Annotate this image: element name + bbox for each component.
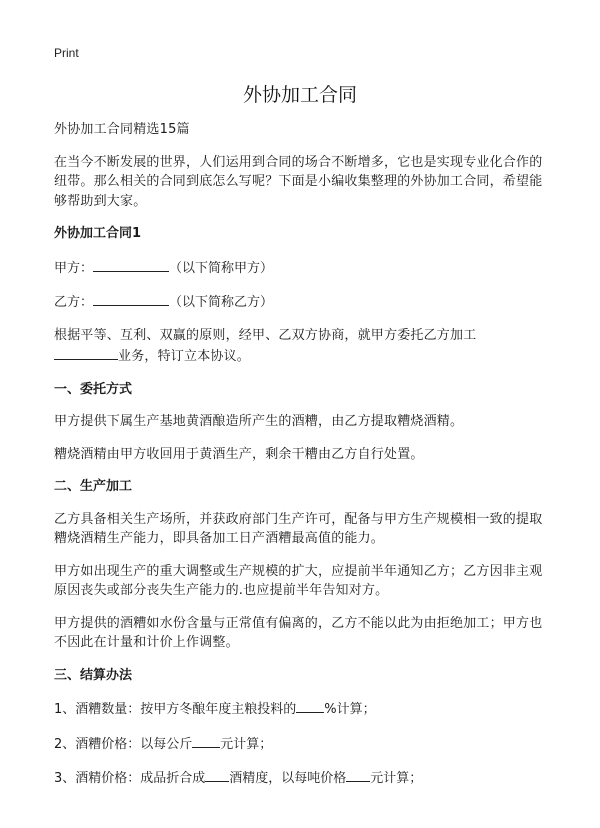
agreement-blank [54, 345, 118, 360]
party-a-line [54, 257, 554, 279]
settlement-item-2-prefix: 2、酒糟价格：以每公斤 [54, 736, 193, 752]
settlement-item-1-blank [296, 698, 324, 713]
party-b-line [54, 291, 554, 313]
section-2-paragraph: 乙方具备相关生产场所，并获政府部门生产许可，配备与甲方生产规模相一致的提取糟烧酒精生产能力，即具备加工日产酒糟最高值的能力。 [54, 511, 543, 546]
settlement-item-3-middle: 酒精度，以每吨价格 [229, 771, 347, 786]
party-b-suffix: （以下简称乙方） [169, 295, 274, 310]
settlement-item-2-suffix: 元计算； [220, 736, 273, 752]
settlement-item-3-blank-a [205, 767, 229, 782]
section-1-paragraph: 甲方提供下属生产基地黄酒酿造所产生的酒糟，由乙方提取糟烧酒精。 [54, 414, 464, 429]
section-2-heading: 二、生产加工 [54, 479, 133, 494]
settlement-item [54, 733, 554, 755]
settlement-item-2-blank [192, 733, 220, 748]
section-2-paragraph: 甲方如出现生产的重大调整或生产规模的扩大，应提前半年通知乙方；乙方因非主观原因丧失或部分丧失生产能力的.也应提前半年告知对方。 [54, 563, 543, 598]
section-1-paragraph: 糟烧酒精由甲方收回用于黄酒生产，剩余干糟由乙方自行处置。 [54, 446, 424, 462]
settlement-item-3-suffix: 元计算； [370, 771, 423, 786]
document-subtitle: 外协加工合同精选15篇 [54, 122, 190, 137]
section-2-paragraph: 甲方提供的酒糟如水份含量与正常值有偏离的，乙方不能以此为由拒绝加工；甲方也不因此在计量和计价上作调整。 [54, 615, 543, 650]
document-title: 外协加工合同 [242, 84, 357, 106]
party-a-suffix: （以下简称甲方） [169, 260, 274, 276]
settlement-item-1-suffix: %计算； [324, 702, 376, 717]
settlement-item [54, 698, 554, 720]
settlement-item [54, 767, 554, 789]
settlement-item-1-prefix: 1、酒糟数量：按甲方冬酿年度主粮投料的 [54, 702, 297, 717]
intro-paragraph: 在当今不断发展的世界，人们运用到合同的场合不断增多，它也是实现专业化合作的纽带。那么相关的合同到底怎么写呢？下面是小编收集整理的外协加工合同，希望能够帮助到大家。 [54, 154, 543, 209]
party-a-blank [93, 257, 169, 272]
print-link[interactable]: Print [54, 46, 79, 60]
contract-heading: 外协加工合同1 [54, 226, 142, 241]
document-body [54, 120, 554, 802]
settlement-item-3-blank-b [346, 767, 370, 782]
party-b-label: 乙方： [54, 295, 94, 310]
section-1-heading: 一、委托方式 [54, 381, 133, 397]
party-b-blank [93, 291, 169, 306]
party-a-label: 甲方： [54, 260, 94, 276]
agreement-paragraph [54, 326, 554, 367]
settlement-item-3-prefix: 3、酒精价格：成品折合成 [54, 771, 206, 786]
section-3-heading: 三、结算办法 [54, 667, 133, 683]
agreement-part1: 根据平等、互利、双赢的原则，经甲、乙双方协商，就甲方委托乙方加工 [54, 327, 477, 343]
agreement-part2: 业务，特订立本协议。 [118, 349, 251, 364]
